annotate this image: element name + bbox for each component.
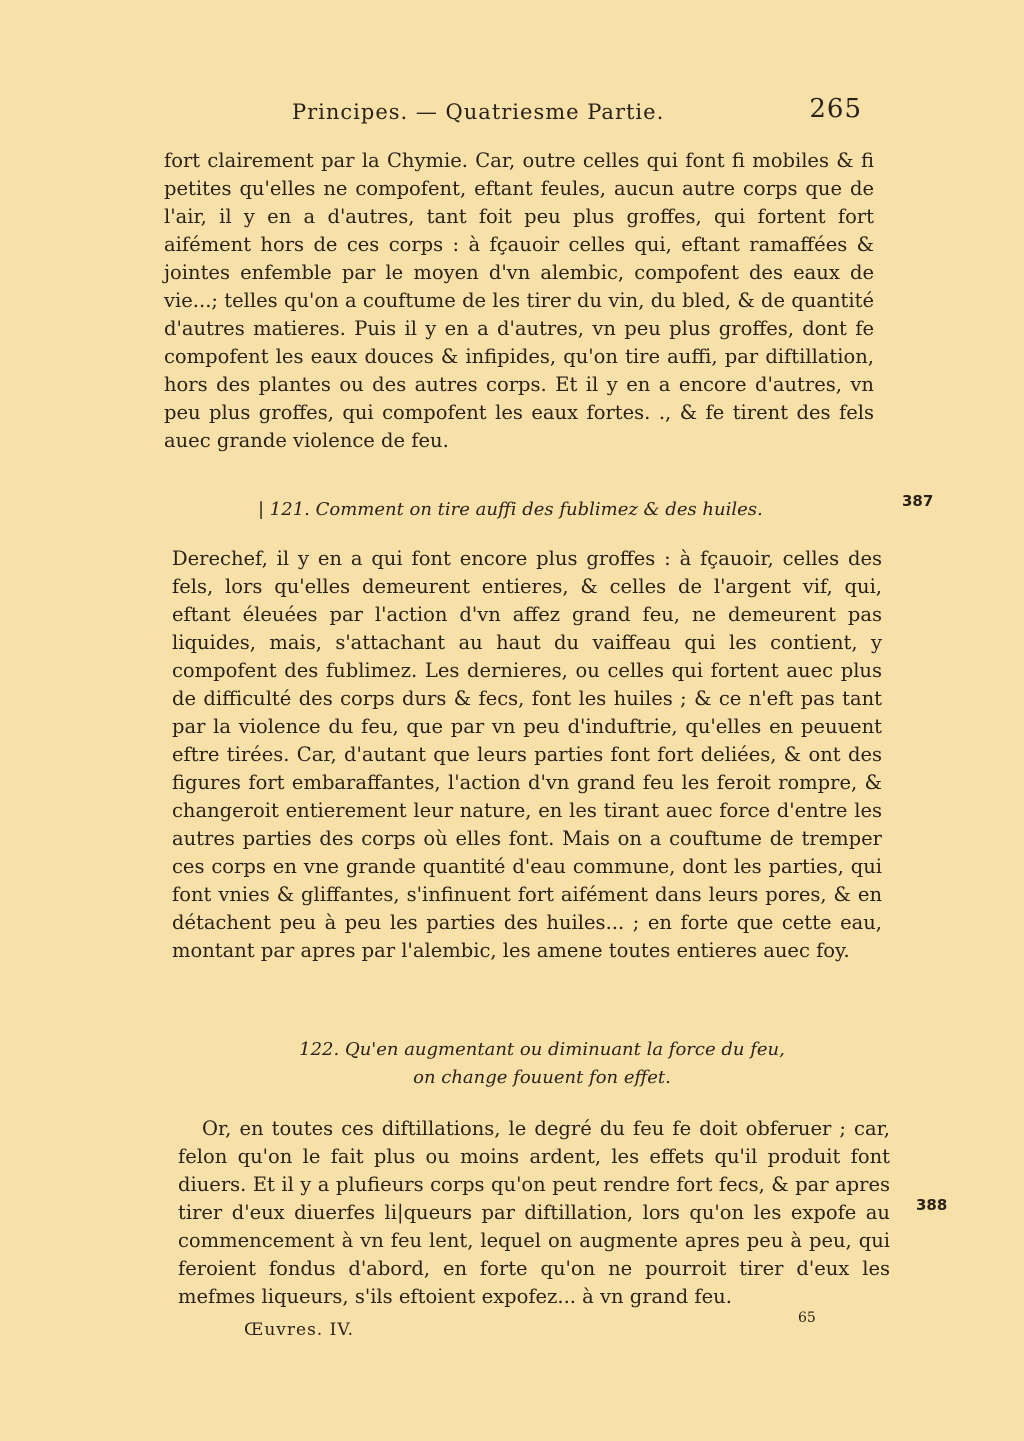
paragraph-2: Derechef, il y en a qui font encore plus groffes : à fçauoir, celles des fels, lors qu'elles demeurent entieres, & celles de l'argent vif, qui, eftant éleuées par l'action d'vn affez grand feu, ne demeurent pas liquides, mais, s'attachant au haut du vaiffeau qui les contient, y compofent des fublimez. Les dernieres, ou celles qui fortent auec plus de difficulté des corps durs & fecs, font les huiles ; & ce n'eft pas tant par la violence du feu, que par vn peu d'induftrie, qu'elles en peuuent eftre tirées. Car, d'autant que leurs parties font fort deliées, & ont des figures fort embaraffantes, l'action d'vn grand feu les feroit rompre, & changeroit entierement leur nature, en les tirant auec force d'entre les autres parties des corps où elles font. Mais on a couftume de tremper ces corps en vne grande quantité d'eau commune, dont les parties, qui font vnies & gliffantes, s'infinuent fort aifément dans leurs pores, & en détachent peu à peu les parties des huiles... ; en forte que cette eau, montant par apres par l'alembic, les amene toutes entieres auec foy. [172, 547, 882, 962]
section-heading-122 [272, 1036, 812, 1092]
footer-signature: 65 [798, 1310, 816, 1326]
footer-volume: Œuvres. IV. [244, 1320, 355, 1340]
section-heading-121: | 121. Comment on tire auffi des fublimez & des huiles. [258, 499, 763, 520]
margin-number-387: 387 [902, 492, 934, 510]
running-title: Principes. — Quatriesme Partie. [292, 100, 665, 124]
paragraph-3: Or, en toutes ces diftillations, le degré du feu fe doit obferuer ; car, felon qu'on le fait plus ou moins ardent, les effets qu'il produit font diuers. Et il y a plufieurs corps qu'on peut rendre fort fecs, & par apres tirer d'eux diuerfes li|queurs par diftillation, lors qu'on les expofe au commencement à vn feu lent, lequel on augmente apres peu à peu, qui feroient fondus d'abord, en forte qu'on ne pourroit tirer d'eux les mefmes liqueurs, s'ils eftoient expofez... à vn grand feu. [178, 1117, 890, 1308]
paragraph-1: fort clairement par la Chymie. Car, outre celles qui font fi mobiles & fi petites qu'elles ne compofent, eftant feules, aucun autre corps que de l'air, il y en a d'autres, tant foit peu plus groffes, qui fortent fort aifément hors de ces corps : à fçauoir celles qui, eftant ramaffées & jointes enfemble par le moyen d'vn alembic, compofent des eaux de vie...; telles qu'on a couftume de les tirer du vin, du bled, & de quantité d'autres matieres. Puis il y en a d'autres, vn peu plus groffes, dont fe compofent les eaux douces & infipides, qu'on tire auffi, par diftillation, hors des plantes ou des autres corps. Et il y en a encore d'autres, vn peu plus groffes, qui compofent les eaux fortes. ., & fe tirent des fels auec grande violence de feu. [164, 149, 874, 452]
section-heading-122-line-1: 122. Qu'en augmentant ou diminuant la force du feu, [299, 1039, 785, 1060]
section-heading-122-line-2: on change fouuent fon effet. [413, 1067, 671, 1088]
margin-number-388: 388 [916, 1196, 948, 1214]
page-number: 265 [809, 94, 862, 124]
